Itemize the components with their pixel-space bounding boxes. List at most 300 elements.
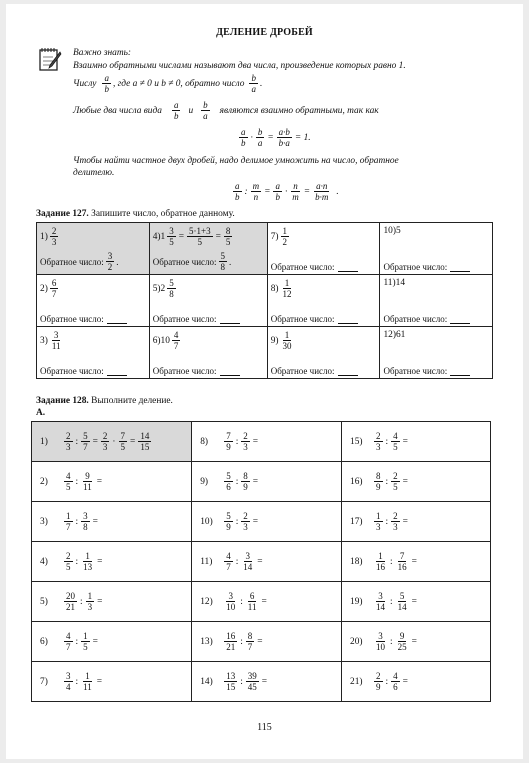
item-number: 5) bbox=[40, 596, 48, 607]
task-128-row bbox=[32, 502, 491, 542]
denominator: 3 bbox=[393, 522, 398, 532]
division-exercise bbox=[350, 511, 490, 532]
whole-part: 2 bbox=[160, 283, 166, 294]
numerator: 3 bbox=[53, 330, 59, 340]
denominator: 5 bbox=[225, 237, 231, 247]
answer-blank bbox=[450, 263, 470, 272]
dividend-fraction bbox=[224, 671, 237, 692]
numerator: 1 bbox=[66, 511, 71, 521]
denominator: 7 bbox=[66, 642, 71, 652]
item-number: 20) bbox=[350, 636, 363, 647]
equals-sign: = bbox=[92, 636, 98, 647]
task-128-label: Задание 128. bbox=[36, 396, 89, 406]
equals-sign: = bbox=[411, 636, 417, 647]
denominator: 5 bbox=[120, 442, 126, 452]
divisor-fraction bbox=[396, 591, 409, 612]
denominator: 11 bbox=[51, 341, 61, 351]
denominator: 3 bbox=[243, 522, 248, 532]
divisor-fraction bbox=[241, 551, 254, 572]
divisor-fraction bbox=[246, 631, 255, 652]
answer-line bbox=[153, 251, 232, 272]
task-127-cell bbox=[267, 223, 380, 275]
numerator: 6 bbox=[249, 591, 255, 601]
task-128-cell bbox=[342, 502, 491, 542]
number-condition: , где a ≠ 0 и b ≠ 0, обратно число bbox=[112, 78, 245, 89]
dividend-fraction bbox=[374, 551, 387, 572]
divide-sign: : bbox=[240, 596, 243, 607]
task-128-cell bbox=[342, 422, 491, 462]
equals-sign: = bbox=[97, 596, 103, 607]
numerator: 3 bbox=[245, 551, 251, 561]
answer-blank bbox=[450, 315, 470, 324]
denominator: 3 bbox=[243, 442, 248, 452]
rule-heading: Важно знать: bbox=[73, 48, 131, 58]
numerator: 5·1+3 bbox=[189, 226, 211, 236]
task-128-cell bbox=[342, 462, 491, 502]
numerator: 8 bbox=[247, 631, 253, 641]
cell-problem bbox=[271, 330, 377, 351]
answer-blank bbox=[338, 367, 358, 376]
denominator: 14 bbox=[397, 602, 407, 612]
task-127-row bbox=[37, 327, 493, 379]
divisor-fraction bbox=[241, 431, 250, 452]
denominator: 6 bbox=[393, 682, 398, 692]
numerator: 3 bbox=[228, 591, 233, 601]
denominator: 11 bbox=[247, 602, 257, 612]
item-number: 8) bbox=[200, 436, 208, 447]
dividend-fraction bbox=[224, 631, 237, 652]
task-128-cell bbox=[192, 582, 342, 622]
reciprocal-since-text: являются взаимно обратными, так как bbox=[219, 105, 379, 116]
task-128-cell bbox=[32, 422, 192, 462]
answer-blank bbox=[338, 315, 358, 324]
given-fraction bbox=[167, 226, 176, 247]
division-formula: $\frac{a}{b}$ : $\frac{m}{n}$ = $\frac{a}{b}$ · $\frac{n}{m}$ = $\frac{a\cdot n}{b\cdot m}$ . bbox=[235, 181, 339, 202]
quotient-rule-line1: Чтобы найти частное двух дробей, надо делимое умножить на число, обратное bbox=[73, 156, 399, 166]
answer-line bbox=[40, 314, 127, 324]
division-exercise bbox=[200, 591, 341, 612]
divide-sign: : bbox=[75, 556, 79, 567]
divide-sign: : bbox=[75, 476, 79, 487]
whole-part: 10 bbox=[160, 335, 170, 346]
item-number: 10) bbox=[383, 226, 396, 236]
dividend-fraction bbox=[224, 471, 233, 492]
denominator: 2 bbox=[282, 237, 288, 247]
task-128-row bbox=[32, 542, 491, 582]
period: . bbox=[229, 256, 232, 267]
numerator: 5 bbox=[226, 471, 231, 481]
numerator: 2 bbox=[393, 471, 398, 481]
divide-sign: : bbox=[75, 636, 79, 647]
multiply-sign: · bbox=[112, 436, 116, 447]
task-128-cell bbox=[342, 662, 491, 702]
divisor-fraction bbox=[391, 671, 400, 692]
division-exercise bbox=[350, 671, 490, 692]
task-128-row bbox=[32, 462, 491, 502]
denominator: 15 bbox=[140, 442, 150, 452]
equals-sign: = bbox=[178, 231, 185, 242]
divisor-fraction bbox=[86, 591, 95, 612]
denominator: 3 bbox=[102, 442, 108, 452]
denominator: 9 bbox=[376, 682, 381, 692]
given-fraction bbox=[281, 330, 294, 351]
denominator: 5 bbox=[393, 482, 398, 492]
task-128-text: Выполните деление. bbox=[91, 396, 173, 406]
denominator: 11 bbox=[83, 682, 92, 692]
denominator: 6 bbox=[226, 482, 231, 492]
whole-part: 1 bbox=[160, 231, 166, 242]
denominator: 2 bbox=[107, 262, 113, 272]
task-128-cell bbox=[32, 622, 192, 662]
task-127-cell bbox=[37, 223, 150, 275]
equals-sign: = bbox=[130, 436, 136, 447]
denominator: 9 bbox=[226, 522, 231, 532]
given-fraction bbox=[167, 278, 176, 299]
product-formula: $\frac{a}{b}$ · $\frac{b}{a}$ = $\frac{a\cdot b}{b\cdot a}$ = 1. bbox=[241, 127, 311, 148]
divisor-fraction bbox=[81, 471, 94, 492]
denominator: 8 bbox=[169, 289, 174, 299]
answer-fraction bbox=[219, 251, 228, 272]
item-number: 7) bbox=[40, 676, 48, 687]
denominator: 9 bbox=[243, 482, 248, 492]
numerator: 2 bbox=[376, 671, 381, 681]
numerator: 4 bbox=[66, 471, 71, 481]
given-fraction bbox=[281, 278, 294, 299]
numerator: 5 bbox=[83, 431, 88, 441]
denominator: 5 bbox=[393, 442, 398, 452]
equals-sign: = bbox=[92, 436, 98, 447]
numerator: 5 bbox=[169, 278, 174, 288]
denominator: 5 bbox=[197, 237, 203, 247]
numerator: 2 bbox=[243, 431, 248, 441]
numerator: 20 bbox=[66, 591, 75, 601]
dividend-fraction bbox=[64, 591, 77, 612]
numerator: 14 bbox=[140, 431, 150, 441]
dividend-fraction bbox=[101, 431, 110, 452]
page-number: 115 bbox=[257, 722, 272, 733]
divide-sign: : bbox=[385, 676, 389, 687]
denominator: 45 bbox=[247, 682, 257, 692]
divide-sign: : bbox=[235, 516, 239, 527]
numerator: 5 bbox=[220, 251, 225, 261]
given-number: 61 bbox=[395, 330, 406, 340]
given-fraction bbox=[50, 226, 59, 247]
numerator: 4 bbox=[226, 551, 231, 561]
dividend-fraction bbox=[224, 591, 237, 612]
numerator: 2 bbox=[66, 551, 71, 561]
cell-problem bbox=[153, 330, 264, 351]
dividend-fraction bbox=[64, 471, 73, 492]
fraction-b-a: $\frac{b}{a}$ bbox=[251, 73, 256, 94]
item-number: 10) bbox=[200, 516, 213, 527]
division-exercise bbox=[200, 551, 341, 572]
numerator: 16 bbox=[226, 631, 236, 641]
numerator: 8 bbox=[376, 471, 381, 481]
item-number: 18) bbox=[350, 556, 363, 567]
numerator: 1 bbox=[85, 551, 90, 561]
answer-label: Обратное число: bbox=[270, 262, 335, 272]
item-number: 15) bbox=[350, 436, 363, 447]
denominator: 3 bbox=[376, 522, 381, 532]
dividend-fraction bbox=[224, 511, 233, 532]
item-number: 2) bbox=[40, 283, 48, 294]
task-127-cell bbox=[267, 275, 380, 327]
denominator: 14 bbox=[243, 562, 253, 572]
item-number: 14) bbox=[200, 676, 213, 687]
dividend-fraction bbox=[374, 631, 387, 652]
divisor-fraction bbox=[391, 471, 400, 492]
task-128-cell bbox=[192, 462, 342, 502]
divisor-fraction bbox=[396, 551, 409, 572]
expanded-fraction bbox=[187, 226, 213, 247]
cell-problem bbox=[40, 226, 146, 247]
divisor-fraction bbox=[81, 431, 90, 452]
answer-label: Обратное число: bbox=[152, 256, 217, 267]
task-128-row bbox=[32, 582, 491, 622]
divisor-fraction bbox=[391, 431, 400, 452]
quotient-rule-line2: делителю. bbox=[73, 168, 115, 178]
equals-sign: = bbox=[215, 231, 221, 242]
numerator: 1 bbox=[376, 511, 381, 521]
denominator: 5 bbox=[66, 562, 71, 572]
division-exercise bbox=[40, 671, 191, 692]
numerator: 1 bbox=[284, 278, 290, 288]
answer-line bbox=[271, 366, 358, 376]
item-number: 7) bbox=[270, 231, 279, 242]
denominator: 5 bbox=[83, 642, 88, 652]
task-128-section: А. bbox=[36, 408, 46, 418]
equals-sign: = bbox=[96, 476, 103, 487]
divide-sign: : bbox=[235, 436, 239, 447]
task-127-cell bbox=[380, 327, 493, 379]
denominator: 11 bbox=[83, 482, 92, 492]
denominator: 9 bbox=[226, 442, 231, 452]
divisor-fraction bbox=[81, 631, 90, 652]
divide-sign: : bbox=[390, 636, 393, 647]
page-title: ДЕЛЕНИЕ ДРОБЕЙ bbox=[216, 27, 313, 38]
denominator: 7 bbox=[173, 341, 179, 351]
item-number: 12) bbox=[383, 330, 396, 340]
denominator: 8 bbox=[83, 522, 88, 532]
cell-problem bbox=[383, 226, 489, 236]
numerator: 2 bbox=[393, 511, 398, 521]
divisor-fraction bbox=[81, 511, 90, 532]
answer-line bbox=[271, 262, 358, 272]
task-127-heading bbox=[36, 209, 235, 219]
equals-sign: = bbox=[402, 436, 408, 447]
numerator: 1 bbox=[284, 330, 290, 340]
equals-sign: = bbox=[261, 676, 268, 687]
divisor-fraction bbox=[241, 471, 250, 492]
divide-sign: : bbox=[240, 636, 243, 647]
cell-problem bbox=[153, 226, 264, 247]
equals-sign: = bbox=[257, 636, 263, 647]
numerator: 13 bbox=[226, 671, 236, 681]
task-128-cell bbox=[192, 542, 342, 582]
given-number: 5 bbox=[395, 226, 401, 236]
task-128-cell bbox=[342, 622, 491, 662]
division-exercise bbox=[40, 511, 191, 532]
divide-sign: : bbox=[390, 596, 393, 607]
answer-label: Обратное число: bbox=[40, 314, 104, 324]
answer-label: Обратное число: bbox=[40, 366, 104, 376]
item-number: 4) bbox=[40, 556, 48, 567]
task-128-cell bbox=[32, 542, 192, 582]
denominator: 7 bbox=[226, 562, 231, 572]
numerator: 2 bbox=[66, 431, 71, 441]
division-exercise bbox=[200, 511, 341, 532]
equals-sign: = bbox=[411, 596, 417, 607]
task-128-cell bbox=[192, 662, 342, 702]
answer-fraction bbox=[106, 251, 115, 272]
denominator: 7 bbox=[66, 522, 71, 532]
task-127-cell bbox=[267, 327, 380, 379]
number-prefix: Числу bbox=[73, 78, 97, 89]
answer-line bbox=[383, 366, 470, 376]
task-128-table bbox=[31, 421, 491, 702]
item-number: 11) bbox=[200, 556, 213, 567]
division-exercise bbox=[200, 671, 341, 692]
denominator: 3 bbox=[66, 442, 71, 452]
denominator: 3 bbox=[51, 237, 57, 247]
divisor-fraction bbox=[81, 671, 94, 692]
denominator: 3 bbox=[376, 442, 381, 452]
answer-line bbox=[383, 262, 470, 272]
result-fraction bbox=[138, 431, 151, 452]
denominator: 8 bbox=[220, 262, 225, 272]
item-number: 5) bbox=[152, 283, 161, 294]
item-number: 11) bbox=[383, 278, 396, 288]
cell-problem bbox=[383, 278, 489, 288]
division-exercise bbox=[40, 591, 191, 612]
item-number: 6) bbox=[40, 636, 48, 647]
task-128-cell bbox=[32, 462, 192, 502]
dividend-fraction bbox=[224, 551, 233, 572]
divisor-fraction bbox=[241, 511, 250, 532]
rule-definition: Взаимно обратными числами называют два числа, произведение которых равно 1. bbox=[73, 61, 406, 71]
numerator: 1 bbox=[282, 226, 288, 236]
item-number: 19) bbox=[350, 596, 363, 607]
denominator: 16 bbox=[397, 562, 407, 572]
given-fraction bbox=[172, 330, 181, 351]
denominator: 5 bbox=[66, 482, 71, 492]
equals-sign: = bbox=[252, 436, 259, 447]
answer-line bbox=[40, 251, 119, 272]
task-128-heading bbox=[36, 396, 173, 406]
numerator: 4 bbox=[393, 671, 398, 681]
denominator: 3 bbox=[87, 602, 93, 612]
item-number: 1) bbox=[40, 231, 48, 242]
item-number: 16) bbox=[350, 476, 363, 487]
answer-blank bbox=[450, 367, 470, 376]
cell-problem bbox=[153, 278, 264, 299]
task-128-row bbox=[32, 622, 491, 662]
dividend-fraction bbox=[64, 671, 73, 692]
period: . bbox=[116, 256, 119, 267]
denominator: 16 bbox=[376, 562, 386, 572]
divisor-fraction bbox=[246, 591, 259, 612]
task-128-cell bbox=[32, 502, 192, 542]
task-128-cell bbox=[192, 502, 342, 542]
dividend-fraction bbox=[374, 471, 383, 492]
dividend-fraction bbox=[224, 431, 233, 452]
item-number: 13) bbox=[200, 636, 213, 647]
item-number: 1) bbox=[40, 436, 48, 447]
equals-sign: = bbox=[411, 556, 417, 567]
numerator: 5 bbox=[399, 591, 405, 601]
divide-sign: : bbox=[75, 516, 79, 527]
task-128-cell bbox=[342, 542, 491, 582]
numerator: 1 bbox=[83, 631, 88, 641]
divide-sign: : bbox=[80, 596, 83, 607]
divide-sign: : bbox=[385, 436, 389, 447]
answer-blank bbox=[338, 263, 358, 272]
division-exercise bbox=[40, 631, 191, 652]
task-127-cell bbox=[149, 327, 267, 379]
dividend-fraction bbox=[64, 551, 73, 572]
numerator: 3 bbox=[83, 511, 88, 521]
cell-problem bbox=[40, 278, 146, 299]
answer-line bbox=[383, 314, 470, 324]
task-128-cell bbox=[192, 622, 342, 662]
task-127-label: Задание 127. bbox=[36, 209, 89, 219]
denominator: 13 bbox=[83, 562, 93, 572]
cell-problem bbox=[271, 278, 377, 299]
any-two-statement bbox=[73, 100, 379, 121]
item-number: 17) bbox=[350, 516, 363, 527]
fraction-b-a-2: $\frac{b}{a}$ bbox=[203, 100, 208, 121]
cell-problem bbox=[271, 226, 377, 247]
given-fraction bbox=[281, 226, 290, 247]
task-128-cell bbox=[32, 582, 192, 622]
denominator: 7 bbox=[51, 289, 57, 299]
task-128-cell bbox=[342, 582, 491, 622]
divide-sign: : bbox=[390, 556, 393, 567]
numerator: 3 bbox=[66, 671, 71, 681]
divide-sign: : bbox=[235, 556, 239, 567]
division-exercise bbox=[40, 431, 191, 452]
numerator: 3 bbox=[169, 226, 174, 236]
answer-line bbox=[271, 314, 358, 324]
cell-problem bbox=[383, 330, 489, 340]
divisor-fraction bbox=[246, 671, 259, 692]
division-exercise bbox=[350, 431, 490, 452]
denominator: 25 bbox=[397, 642, 407, 652]
task-127-cell bbox=[149, 223, 267, 275]
numerator: 9 bbox=[399, 631, 405, 641]
answer-label: Обратное число: bbox=[383, 314, 448, 324]
numerator: 4 bbox=[393, 431, 398, 441]
dividend-fraction bbox=[374, 671, 383, 692]
answer-label: Обратное число: bbox=[270, 314, 335, 324]
any-two-text: Любые два числа вида bbox=[73, 105, 162, 116]
numerator: 4 bbox=[173, 330, 179, 340]
divisor-fraction bbox=[396, 631, 409, 652]
denominator: 14 bbox=[376, 602, 386, 612]
equals-sign: = bbox=[252, 516, 259, 527]
dividend-fraction bbox=[374, 431, 383, 452]
item-number: 9) bbox=[200, 476, 208, 487]
divisor-fraction bbox=[81, 551, 94, 572]
numerator: 7 bbox=[399, 551, 405, 561]
denominator: 21 bbox=[226, 642, 236, 652]
denominator: 9 bbox=[376, 482, 381, 492]
divide-sign: : bbox=[75, 436, 79, 447]
equals-sign: = bbox=[252, 476, 259, 487]
given-fraction bbox=[50, 278, 59, 299]
denominator: 12 bbox=[282, 289, 292, 299]
task-127-cell bbox=[380, 223, 493, 275]
